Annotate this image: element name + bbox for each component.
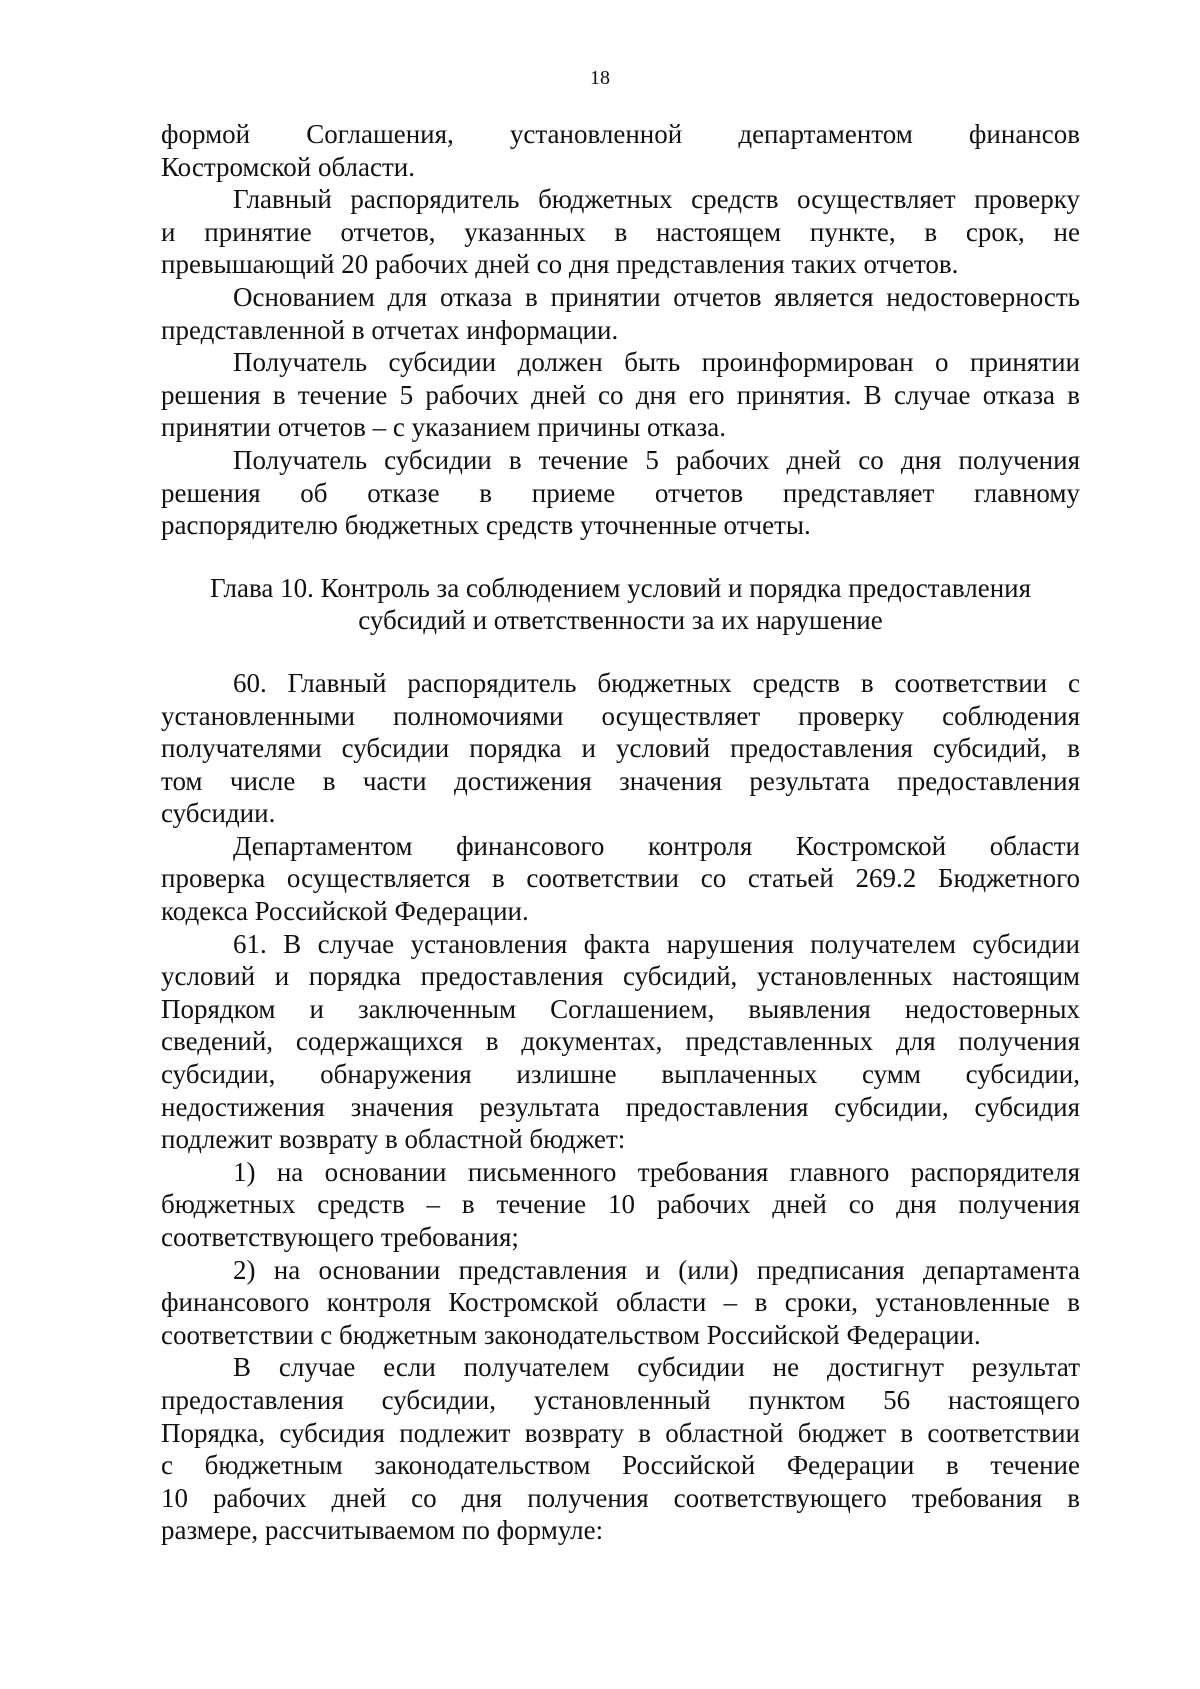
text-line: Порядка, субсидия подлежит возврату в областной бюджет в соответствии [161, 1417, 1080, 1448]
text-line: и принятие отчетов, указанных в настоящем пункте, в срок, не [161, 216, 1080, 247]
paragraph-gap [161, 542, 1080, 572]
text-line: представленной в отчетах информации. [161, 314, 619, 345]
text-line: Получатель субсидии в течение 5 рабочих дней со дня получения [233, 444, 1080, 475]
text-line: получателями субсидии порядка и условий предоставления субсидий, в [161, 733, 1080, 764]
text-line: проверка осуществляется в соответствии со статьей 269.2 Бюджетного [161, 863, 1080, 894]
text-line: предоставления субсидии, установленный пунктом 56 настоящего [161, 1384, 1080, 1415]
text-line: принятии отчетов – с указанием причины отказа. [161, 412, 727, 443]
text-line: недостижения значения результата предоставления субсидии, субсидия [161, 1091, 1080, 1122]
text-line: 2) на основании представления и (или) предписания департамента [233, 1254, 1080, 1285]
text-line: условий и порядка предоставления субсидий, установленных настоящим [161, 961, 1080, 992]
text-line: 61. В случае установления факта нарушения получателем субсидии [233, 928, 1080, 959]
text-line: Получатель субсидии должен быть проинформирован о принятии [233, 347, 1080, 378]
text-line: превышающий 20 рабочих дней со дня представления таких отчетов. [161, 249, 959, 280]
text-line: Основанием для отказа в принятии отчетов является недостоверность [233, 281, 1080, 312]
text-line: решения об отказе в приеме отчетов представляет главному [161, 477, 1080, 508]
text-line: субсидии, обнаружения излишне выплаченных сумм субсидии, [161, 1059, 1080, 1090]
text-line: субсидии. [161, 798, 276, 829]
text-line: соответствии с бюджетным законодательством Российской Федерации. [161, 1319, 981, 1350]
paragraph-gap [161, 637, 1080, 667]
text-line: Порядком и заключенным Соглашением, выявления недостоверных [161, 993, 1080, 1024]
text-line: размере, рассчитываемом по формуле: [161, 1515, 604, 1546]
text-line: 60. Главный распорядитель бюджетных средств в соответствии с [233, 667, 1080, 698]
text-line: 1) на основании письменного требования главного распорядителя [233, 1156, 1080, 1187]
text-line: решения в течение 5 рабочих дней со дня его принятия. В случае отказа в [161, 379, 1080, 410]
text-line: Департаментом финансового контроля Костромской области [233, 830, 1080, 861]
text-line: Костромской области. [161, 151, 415, 182]
text-line: 10 рабочих дней со дня получения соответствующего требования в [161, 1482, 1080, 1513]
chapter-heading-line: Глава 10. Контроль за соблюдением условий и порядка предоставления [209, 572, 1032, 603]
text-line: В случае если получателем субсидии не достигнут результат [233, 1352, 1080, 1383]
text-line: Главный распорядитель бюджетных средств осуществляет проверку [233, 184, 1080, 215]
text-line: кодекса Российской Федерации. [161, 896, 529, 927]
chapter-heading-line: субсидий и ответственности за их нарушение [358, 605, 883, 636]
text-line: соответствующего требования; [161, 1222, 519, 1252]
text-line: распорядителю бюджетных средств уточненные отчеты. [161, 510, 811, 541]
text-line: сведений, содержащихся в документах, представленных для получения [161, 1026, 1080, 1057]
text-line: финансового контроля Костромской области – в сроки, установленные в [161, 1287, 1080, 1318]
text-line: подлежит возврату в областной бюджет: [161, 1124, 626, 1155]
text-line: установленными полномочиями осуществляет проверку соблюдения [161, 700, 1080, 731]
text-line: с бюджетным законодательством Российской Федерации в течение [161, 1450, 1080, 1481]
document-body [161, 118, 1080, 1547]
text-line: том числе в части достижения значения результата предоставления [161, 765, 1080, 796]
text-line: бюджетных средств – в течение 10 рабочих дней со дня получения [161, 1189, 1080, 1220]
text-line: формой Соглашения, установленной департаментом финансов [161, 119, 1080, 149]
page-number: 18 [590, 67, 610, 89]
